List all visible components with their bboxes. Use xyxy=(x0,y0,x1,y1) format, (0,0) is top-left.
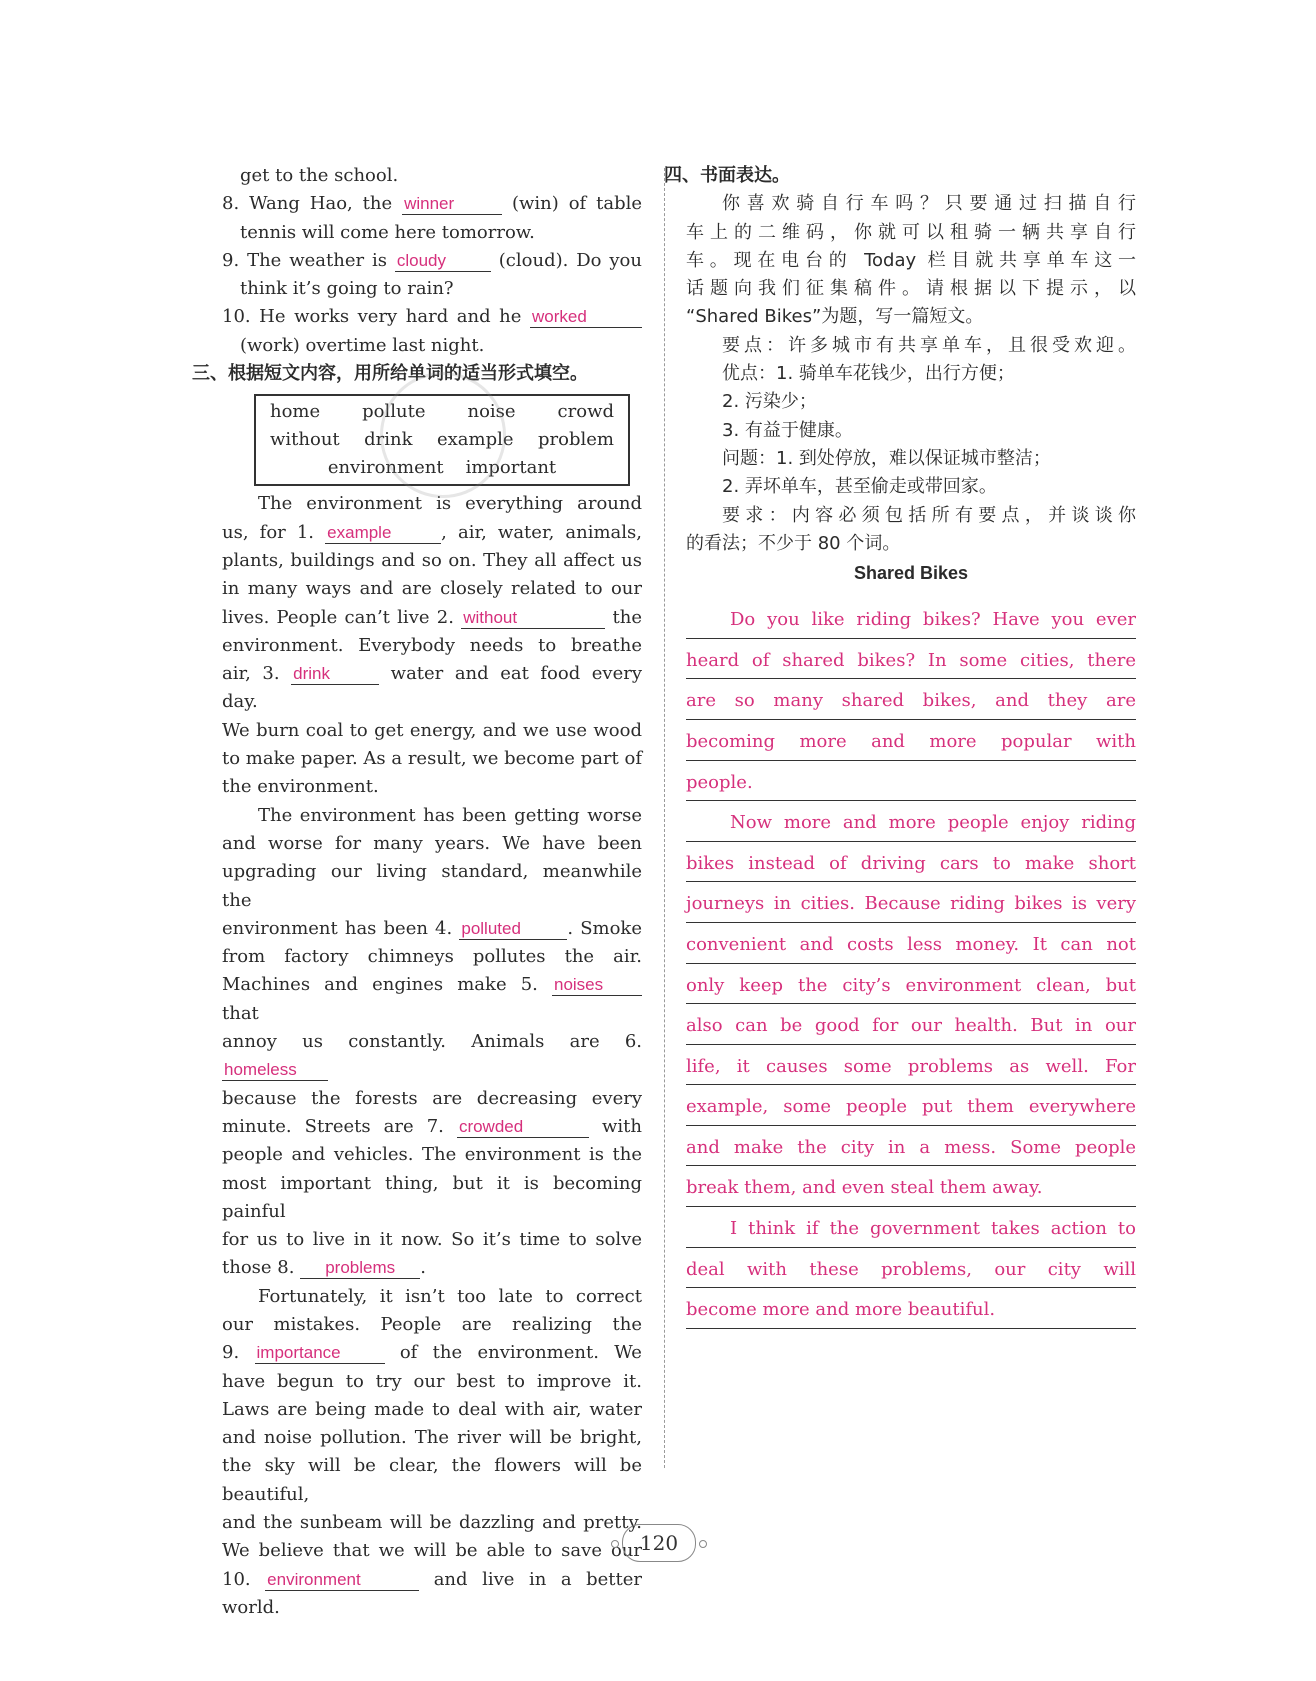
essay-line: people. xyxy=(686,761,1136,802)
essay-line: becoming more and more popular with xyxy=(686,720,1136,761)
cloze-answer-8[interactable]: problems xyxy=(300,1258,420,1279)
passage-line: and noise pollution. The river will be bright, xyxy=(222,1427,642,1449)
essay-title: Shared Bikes xyxy=(853,563,969,584)
passage-line: environment. Everybody needs to breathe xyxy=(222,634,642,656)
essay-line: bikes instead of driving cars to make short xyxy=(686,842,1136,883)
essay-line: only keep the city’s environment clean, but xyxy=(686,964,1136,1005)
essay-answer xyxy=(686,598,1136,1329)
prompt-line: 3. 有益于健康。 xyxy=(722,419,853,441)
cloze-passage xyxy=(222,490,642,1622)
word-bank-row-3 xyxy=(264,454,620,482)
passage-line: our mistakes. People are realizing the xyxy=(222,1313,642,1335)
passage-line: minute. Streets are 7. crowded with xyxy=(222,1115,642,1137)
word-bank-item: environment xyxy=(327,457,444,479)
word-bank-row-1 xyxy=(264,398,620,426)
cloze-answer-4[interactable]: polluted xyxy=(459,919,567,940)
passage-line: have begun to try our best to improve it. xyxy=(222,1370,642,1392)
passage-line: upgrading our living standard, meanwhile the xyxy=(222,861,642,911)
essay-line: also can be good for our health. But in our xyxy=(686,1004,1136,1045)
prompt-line: 要点：许多城市有共享单车，且很受欢迎。 xyxy=(722,334,1136,356)
q10-answer-blank[interactable]: worked xyxy=(530,307,642,328)
passage-line: 10. environment and live in a better xyxy=(222,1568,642,1590)
cloze-answer-2[interactable]: without xyxy=(461,608,605,629)
passage-line: plants, buildings and so on. They all affect us xyxy=(222,549,642,571)
cloze-answer-7[interactable]: crowded xyxy=(457,1117,589,1138)
word-bank-item: crowd xyxy=(557,401,614,423)
q9-answer-blank[interactable]: cloudy xyxy=(395,251,491,272)
passage-line: most important thing, but it is becoming painful xyxy=(222,1172,642,1222)
passage-line: Laws are being made to deal with air, water xyxy=(222,1398,642,1420)
passage-line: and worse for many years. We have been xyxy=(222,832,642,854)
passage-line: annoy us constantly. Animals are 6. homeless xyxy=(222,1031,642,1080)
q8-line: 8. Wang Hao, the winner (win) of table xyxy=(222,193,643,215)
q8-answer-blank[interactable]: winner xyxy=(402,194,502,215)
q9-line: 9. The weather is cloudy (cloud). Do you xyxy=(222,249,642,271)
word-bank-item: example xyxy=(436,429,514,451)
cloze-answer-6[interactable]: homeless xyxy=(222,1060,328,1081)
passage-line: for us to live in it now. So it’s time to solve xyxy=(222,1229,642,1251)
cloze-answer-5[interactable]: noises xyxy=(552,975,642,996)
prompt-line: 2. 污染少； xyxy=(722,391,817,413)
passage-line: environment has been 4. polluted . Smoke xyxy=(222,917,642,939)
cloze-answer-3[interactable]: drink xyxy=(291,664,379,685)
word-bank-item: problem xyxy=(538,429,614,451)
q10-line: 10. He works very hard and he worked xyxy=(222,303,642,331)
essay-line: journeys in cities. Because riding bikes is very xyxy=(686,882,1136,923)
essay-line: convenient and costs less money. It can not xyxy=(686,923,1136,964)
passage-line: We believe that we will be able to save our xyxy=(222,1540,642,1562)
q7-continuation: get to the school. xyxy=(240,165,399,186)
page-number: 120 xyxy=(622,1524,696,1562)
essay-line: example, some people put them everywhere xyxy=(686,1085,1136,1126)
prompt-line: 话题向我们征集稿件。请根据以下提示，以 xyxy=(686,278,1136,300)
passage-line: those 8. problems . xyxy=(222,1257,426,1279)
word-bank-item: home xyxy=(270,401,321,423)
essay-line: heard of shared bikes? In some cities, there xyxy=(686,639,1136,680)
word-bank-item: noise xyxy=(467,401,516,423)
word-bank-item: drink xyxy=(364,429,413,451)
left-column xyxy=(192,162,643,1622)
word-bank-row-2 xyxy=(264,426,620,454)
part3-title: 三、根据短文内容，用所给单词的适当形式填空。 xyxy=(192,363,588,385)
passage-line: Fortunately, it isn’t too late to correct xyxy=(258,1285,642,1307)
passage-line: people and vehicles. The environment is the xyxy=(222,1144,642,1166)
writing-prompt xyxy=(686,190,1136,558)
essay-line: and make the city in a mess. Some people xyxy=(686,1126,1136,1167)
q10-continuation: (work) overtime last night. xyxy=(240,334,485,356)
essay-line: are so many shared bikes, and they are xyxy=(686,679,1136,720)
passage-line: in many ways and are closely related to our xyxy=(222,578,642,600)
passage-line: lives. People can’t live 2. without the xyxy=(222,606,642,628)
q9-continuation: think it’s going to rain? xyxy=(240,278,454,300)
part4-title: 四、书面表达。 xyxy=(664,165,790,186)
cloze-answer-10[interactable]: environment xyxy=(265,1570,419,1591)
passage-line: from factory chimneys pollutes the air. xyxy=(222,946,642,968)
word-bank-item: pollute xyxy=(362,401,426,423)
cloze-answer-1[interactable]: example xyxy=(325,523,441,544)
prompt-line: 的看法；不少于 80 个词。 xyxy=(686,532,901,554)
passage-line: world. xyxy=(222,1596,280,1618)
essay-line: become more and more beautiful. xyxy=(686,1288,1136,1329)
essay-line: Do you like riding bikes? Have you ever xyxy=(686,598,1136,639)
cloze-answer-9[interactable]: importance xyxy=(255,1343,385,1364)
passage-line: We burn coal to get energy, and we use wood xyxy=(222,719,642,741)
word-bank-item: important xyxy=(465,457,557,479)
prompt-line: 车。现在电台的 Today 栏目就共享单车这一 xyxy=(686,249,1136,271)
prompt-line: 优点：1. 骑单车花钱少，出行方便； xyxy=(722,363,1015,385)
word-bank-item: without xyxy=(270,429,340,451)
q8-continuation: tennis will come here tomorrow. xyxy=(240,221,535,243)
prompt-line: 问题：1. 到处停放，难以保证城市整洁； xyxy=(722,447,1051,469)
essay-line: Now more and more people enjoy riding xyxy=(686,801,1136,842)
passage-line: 9. importance of the environment. We xyxy=(222,1342,642,1364)
word-bank-box xyxy=(254,394,630,486)
right-column xyxy=(664,162,1136,1329)
prompt-line: 2. 弄坏单车，甚至偷走或带回家。 xyxy=(722,476,997,498)
passage-line: air, 3. drink water and eat food every day. xyxy=(222,663,643,713)
prompt-line: 车上的二维码，你就可以租骑一辆共享自行 xyxy=(686,221,1136,243)
passage-line: Machines and engines make 5. noises that xyxy=(222,971,642,1028)
passage-line: the environment. xyxy=(222,776,379,798)
essay-line: I think if the government takes action to xyxy=(686,1207,1136,1248)
essay-line: break them, and even steal them away. xyxy=(686,1166,1136,1207)
prompt-line: 你喜欢骑自行车吗？只要通过扫描自行 xyxy=(722,193,1136,215)
passage-line: us, for 1. example , air, water, animals, xyxy=(222,521,642,543)
passage-line: the sky will be clear, the flowers will be beautiful, xyxy=(222,1455,642,1505)
essay-line: deal with these problems, our city will xyxy=(686,1248,1136,1289)
passage-line: because the forests are decreasing every xyxy=(222,1087,642,1109)
passage-line: The environment has been getting worse xyxy=(258,804,642,826)
passage-line: The environment is everything around xyxy=(258,493,642,515)
passage-line: to make paper. As a result, we become part of xyxy=(222,748,642,770)
prompt-line: 要求：内容必须包括所有要点，并谈谈你 xyxy=(722,504,1136,526)
passage-line: and the sunbeam will be dazzling and pretty. xyxy=(222,1512,642,1534)
prompt-line: “Shared Bikes”为题，写一篇短文。 xyxy=(686,306,984,328)
column-divider xyxy=(664,168,665,1468)
essay-line: life, it causes some problems as well. For xyxy=(686,1045,1136,1086)
